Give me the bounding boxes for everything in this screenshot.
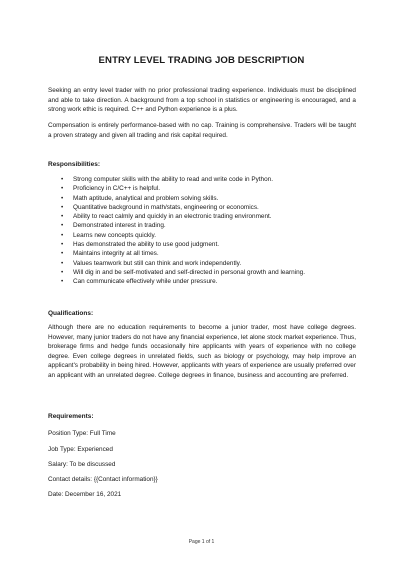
bullet-icon: • xyxy=(61,250,64,258)
list-item: • Values teamwork but still can think and work independently. xyxy=(61,259,242,267)
intro-paragraph: Seeking an entry level trader with no prior professional trading experience. Individuals must be disciplined and able to take direction. A background from a top school in statistics or engineering is encouraged, and a strong work ethic is required. C++ and Python experience is a plus. xyxy=(48,87,356,114)
date: Date: December 16, 2021 xyxy=(48,491,122,498)
bullet-icon: • xyxy=(61,259,64,267)
responsibilities-list xyxy=(48,175,358,287)
bullet-icon: • xyxy=(61,213,64,221)
bullet-icon: • xyxy=(61,185,64,193)
bullet-icon: • xyxy=(61,278,64,286)
page-number: Page 1 of 1 xyxy=(188,539,215,545)
list-item: • Math aptitude, analytical and problem solving skills. xyxy=(61,194,219,202)
list-item: • Strong computer skills with the ability to read and write code in Python. xyxy=(61,176,273,183)
qualifications-paragraph: Although there are no education requirements to become a junior trader, most have college degrees. However, many junior traders do not have any financial experience, let alone stock market experience. Thus, brokerage firms and hedge funds occasionally hire applicants with years of experience with no college degree. Even college degrees in unrelated fields, such as biology or psychology, may help improve an applicant's probability in being hired. However, applicants with years of experience are usually preferred over an applicant with an unrelated degree. College degrees in finance, business and accounting are preferred. xyxy=(48,324,356,379)
job-type: Job Type: Experienced xyxy=(48,446,113,453)
bullet-icon: • xyxy=(61,203,64,211)
list-item: • Demonstrated interest in trading. xyxy=(61,222,166,230)
list-item: • Ability to react calmly and quickly in an electronic trading environment. xyxy=(61,213,272,221)
list-item: • Quantitative background in math/stats, engineering or economics. xyxy=(61,203,259,211)
bullet-icon: • xyxy=(61,241,64,249)
bullet-icon: • xyxy=(61,268,64,276)
list-item: • Will dig in and be self-motivated and self-directed in personal growth and learning. xyxy=(61,268,305,276)
bullet-icon: • xyxy=(61,231,64,239)
bullet-icon: • xyxy=(61,222,64,230)
list-item: • Maintains integrity at all times. xyxy=(61,250,159,258)
position-type: Position Type: Full Time xyxy=(48,430,116,437)
list-item: • Proficiency in C/C++ is helpful. xyxy=(61,185,161,193)
compensation-paragraph: Compensation is entirely performance-based with no cap. Training is comprehensive. Traders will be taught a proven strategy and given all trading and risk capital required. xyxy=(48,122,356,139)
bullet-icon: • xyxy=(61,176,64,183)
salary: Salary: To be discussed xyxy=(48,461,116,468)
document-title: ENTRY LEVEL TRADING JOB DESCRIPTION xyxy=(98,55,305,66)
responsibilities-heading: Responsibilities: xyxy=(48,161,101,168)
list-item: • Has demonstrated the ability to use good judgment. xyxy=(61,241,220,249)
bullet-icon: • xyxy=(61,194,64,202)
list-item: • Can communicate effectively while under pressure. xyxy=(61,278,218,286)
contact-details: Contact details: {{Contact information}} xyxy=(48,476,158,483)
requirements-heading: Requirements: xyxy=(48,413,94,420)
qualifications-heading: Qualifications: xyxy=(48,310,94,317)
list-item: • Learns new concepts quickly. xyxy=(61,231,157,239)
